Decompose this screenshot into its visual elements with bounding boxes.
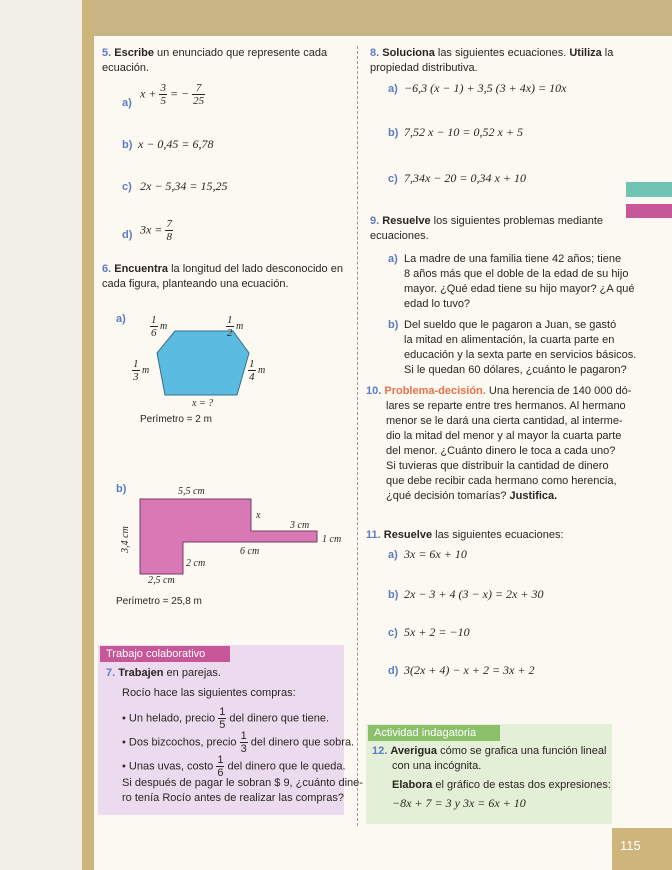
ex5-a-label: a) (122, 97, 132, 109)
ex5-b-label: b) (122, 139, 133, 151)
ex10-line5: del menor. ¿Cuánto dinero le toca a cada uno? (386, 445, 616, 457)
ex5-a-frac2 (192, 82, 205, 107)
pent-perimeter: Perímetro = 2 m (140, 414, 212, 425)
ex7-question-1: Si después de pagar le sobran $ 9, ¿cuánto dine- (122, 777, 363, 789)
ex5-a-frac1 (159, 82, 167, 107)
l-25cm-label: 2,5 cm (148, 575, 175, 586)
pl-n: 1 (133, 358, 139, 370)
ex9-b-label: b) (388, 319, 399, 331)
ex8-text2: la propiedad distributiva. (370, 47, 614, 74)
ex6-b-label: b) (116, 483, 127, 495)
i3-d: 6 (217, 767, 224, 779)
ex5-a-mid: = − (169, 86, 190, 101)
ex10-tag: Problema-decisión. (384, 385, 486, 397)
ex9-a-line3: mayor. ¿Qué edad tiene su hijo mayor? ¿A qué (404, 283, 635, 295)
ex8-b-equation: 7,52 x − 10 = 0,52 x + 5 (404, 125, 523, 139)
ex8-number: 8. (370, 47, 380, 59)
l-perimeter: Perímetro = 25,8 m (116, 596, 202, 607)
pr-n: 1 (249, 358, 255, 370)
ex6-verb: Encuentra (114, 263, 169, 275)
ex5-a-n2: 7 (192, 82, 205, 95)
ex7-intro: Rocío hace las siguientes compras: (122, 687, 296, 699)
ptr-d: 2 (227, 327, 233, 339)
i2-n: 1 (240, 730, 247, 742)
ex8-a-label: a) (388, 83, 398, 95)
ex5-a-equation (140, 82, 205, 107)
l-34cm-label: 3,4 cm (119, 526, 131, 553)
ex7-number: 7. (106, 667, 116, 679)
ptl-n: 1 (151, 314, 157, 326)
ex11-c-label: c) (388, 627, 398, 639)
pent-bottom-label: x = ? (192, 398, 214, 409)
ex5-verb: Escribe (114, 47, 154, 59)
ex8-verb2: Utiliza (569, 47, 602, 59)
ex5-c-equation: 2x − 5,34 = 15,25 (140, 179, 228, 193)
ex11-verb: Resuelve (383, 529, 433, 541)
top-band (0, 0, 672, 36)
ex9-a-line2: 8 años más que el doble de la edad de su hijo (404, 268, 629, 280)
l-1cm-label: 1 cm (322, 534, 342, 545)
l-2cm-label: 2 cm (186, 558, 206, 569)
i1-pre: • Un helado, precio (122, 712, 216, 725)
ex5-a-pre: x + (140, 86, 157, 101)
ex12-line3 (392, 778, 611, 793)
ex10-line3: menor se le dará una cierta cantidad, al interme- (386, 415, 623, 427)
exercise-10 (366, 384, 631, 399)
l-top-label: 5,5 cm (178, 486, 205, 497)
pent-top-right-label (226, 314, 243, 339)
left-color-bar (82, 0, 94, 870)
side-tab-teal (626, 182, 672, 197)
exercise-8 (370, 46, 622, 76)
ptl-d: 6 (151, 327, 157, 339)
ex11-b-label: b) (388, 589, 399, 601)
exercise-9 (370, 214, 622, 244)
ex12-text: cómo se grafica una función lineal (437, 745, 607, 757)
ex12-text2: el gráfico de estas dos expresiones: (432, 779, 611, 791)
ex12-verb: Averigua (390, 745, 438, 757)
ex9-a-line4: edad lo tuvo? (404, 298, 471, 310)
left-margin (0, 0, 82, 870)
exercise-7 (106, 666, 221, 681)
ex5-d-d: 8 (166, 231, 172, 243)
ex5-d-pre: 3x = (140, 222, 163, 237)
exercise-12 (372, 744, 612, 759)
ex11-a-equation: 3x = 6x + 10 (404, 547, 467, 561)
ex12-equations: −8x + 7 = 3 y 3x = 6x + 10 (392, 796, 526, 810)
ex9-b-line1: Del sueldo que le pagaron a Juan, se gastó (404, 319, 617, 331)
l-x-label: x (256, 510, 261, 521)
ex10-line4: dio la mitad del menor y al mayor la cuarta parte (386, 430, 622, 442)
exercise-5 (102, 46, 350, 76)
ex7-item-1 (122, 706, 329, 731)
exercise-11 (366, 528, 564, 543)
ex11-c-equation: 5x + 2 = −10 (404, 625, 470, 639)
ex11-number: 11. (366, 529, 381, 541)
i3-n: 1 (217, 754, 224, 766)
side-tab-pink (626, 204, 672, 218)
ex10-line1: Una herencia de 140 000 dó- (488, 385, 632, 397)
i2-pre: • Dos bizcochos, precio (122, 736, 237, 749)
ex11-d-equation: 3(2x + 4) − x + 2 = 3x + 2 (404, 663, 535, 677)
i2-post: del dinero que sobra. (250, 736, 355, 749)
ex11-a-label: a) (388, 549, 398, 561)
ex9-b-line3: educación y la sexta parte en servicios básicos. (404, 349, 637, 361)
ex9-verb: Resuelve (382, 215, 431, 227)
ex9-number: 9. (370, 215, 380, 227)
ex10-l8-text: ¿qué decisión tomarías? (386, 490, 507, 502)
i3-post: del dinero que le queda. (227, 760, 346, 773)
ex8-a-equation: −6,3 (x − 1) + 3,5 (3 + 4x) = 10x (404, 81, 567, 95)
ex12-number: 12. (372, 745, 388, 757)
ex10-line8 (386, 489, 557, 504)
ex8-b-label: b) (388, 127, 399, 139)
pr-unit: m (258, 364, 266, 376)
ex11-text: las siguientes ecuaciones: (432, 529, 564, 541)
ex11-d-label: d) (388, 665, 399, 677)
ex8-c-label: c) (388, 173, 398, 185)
ex8-verb: Soluciona (382, 47, 435, 59)
ex7-question-2: ro tenía Rocío antes de realizar las compras? (122, 792, 344, 804)
i2-d: 3 (240, 743, 247, 755)
ex7-text: en parejas. (163, 667, 221, 679)
ex8-c-equation: 7,34x − 20 = 0,34 x + 10 (404, 171, 526, 185)
pl-d: 3 (133, 371, 139, 383)
page-number: 115 (620, 838, 641, 853)
ex12-line2: con una incógnita. (392, 760, 482, 772)
i1-d: 5 (219, 719, 226, 731)
ex9-text: los siguientes problemas mediante ecuaciones. (370, 215, 603, 242)
ex10-number: 10. (366, 385, 382, 397)
ex5-d-n: 7 (166, 218, 172, 230)
ptl-unit: m (160, 320, 168, 332)
ex10-line7: que debe recibir cada hermano como herencia, (386, 475, 617, 487)
ex6-a-label: a) (116, 313, 126, 325)
ex5-text: un enunciado que represente cada ecuación. (102, 47, 328, 74)
l-3cm-label: 3 cm (290, 520, 310, 531)
i1-n: 1 (219, 706, 226, 718)
ex9-a-label: a) (388, 253, 398, 265)
ex10-line6: Si tuvieras que distribuir la cantidad de dinero (386, 460, 609, 472)
column-separator (357, 46, 358, 826)
ex5-number: 5. (102, 47, 112, 59)
ex5-a-d2: 25 (193, 95, 205, 107)
ex6-number: 6. (102, 263, 112, 275)
ex5-a-n1: 3 (160, 82, 166, 94)
ex11-b-equation: 2x − 3 + 4 (3 − x) = 2x + 30 (404, 587, 544, 601)
i1-post: del dinero que tiene. (229, 712, 330, 725)
ex7-verb: Trabajen (118, 667, 164, 679)
pl-unit: m (142, 364, 150, 376)
ptr-n: 1 (227, 314, 233, 326)
ex12-verb2: Elabora (392, 779, 433, 791)
pent-left-label (132, 358, 149, 383)
ex9-a-line1: La madre de una familia tiene 42 años; tiene (404, 253, 622, 265)
pent-top-left-label (150, 314, 167, 339)
ex5-d-equation (140, 218, 173, 243)
ex5-d-frac (165, 218, 173, 243)
ex5-d-label: d) (122, 229, 133, 241)
ex9-b-line2: la mitad en alimentación, la cuarta parte en (404, 334, 615, 346)
activity-header: Actividad indagatoria (368, 725, 500, 741)
collaborative-header: Trabajo colaborativo (100, 646, 230, 662)
pent-right-label (248, 358, 265, 383)
ex10-line2: lares se reparte entre tres hermanos. Al hermano (386, 400, 626, 412)
ex5-b-equation: x − 0,45 = 6,78 (138, 137, 214, 151)
pr-d: 4 (249, 371, 255, 383)
i3-pre: • Unas uvas, costo (122, 760, 214, 773)
l-6cm-label: 6 cm (240, 546, 260, 557)
ex5-c-label: c) (122, 181, 132, 193)
ex8-text: las siguientes ecuaciones. (434, 47, 567, 59)
ptr-unit: m (236, 320, 244, 332)
exercise-6 (102, 262, 350, 292)
ex5-a-d1: 5 (160, 95, 166, 107)
l-shape-figure (139, 498, 319, 576)
ex9-b-line4: Si le quedan 60 dólares, ¿cuánto le pagaron? (404, 364, 627, 376)
ex10-justifica: Justifica. (509, 490, 558, 502)
ex6-text: la longitud del lado desconocido en cada figura, planteando una ecuación. (102, 263, 343, 290)
ex7-item-2 (122, 730, 354, 755)
